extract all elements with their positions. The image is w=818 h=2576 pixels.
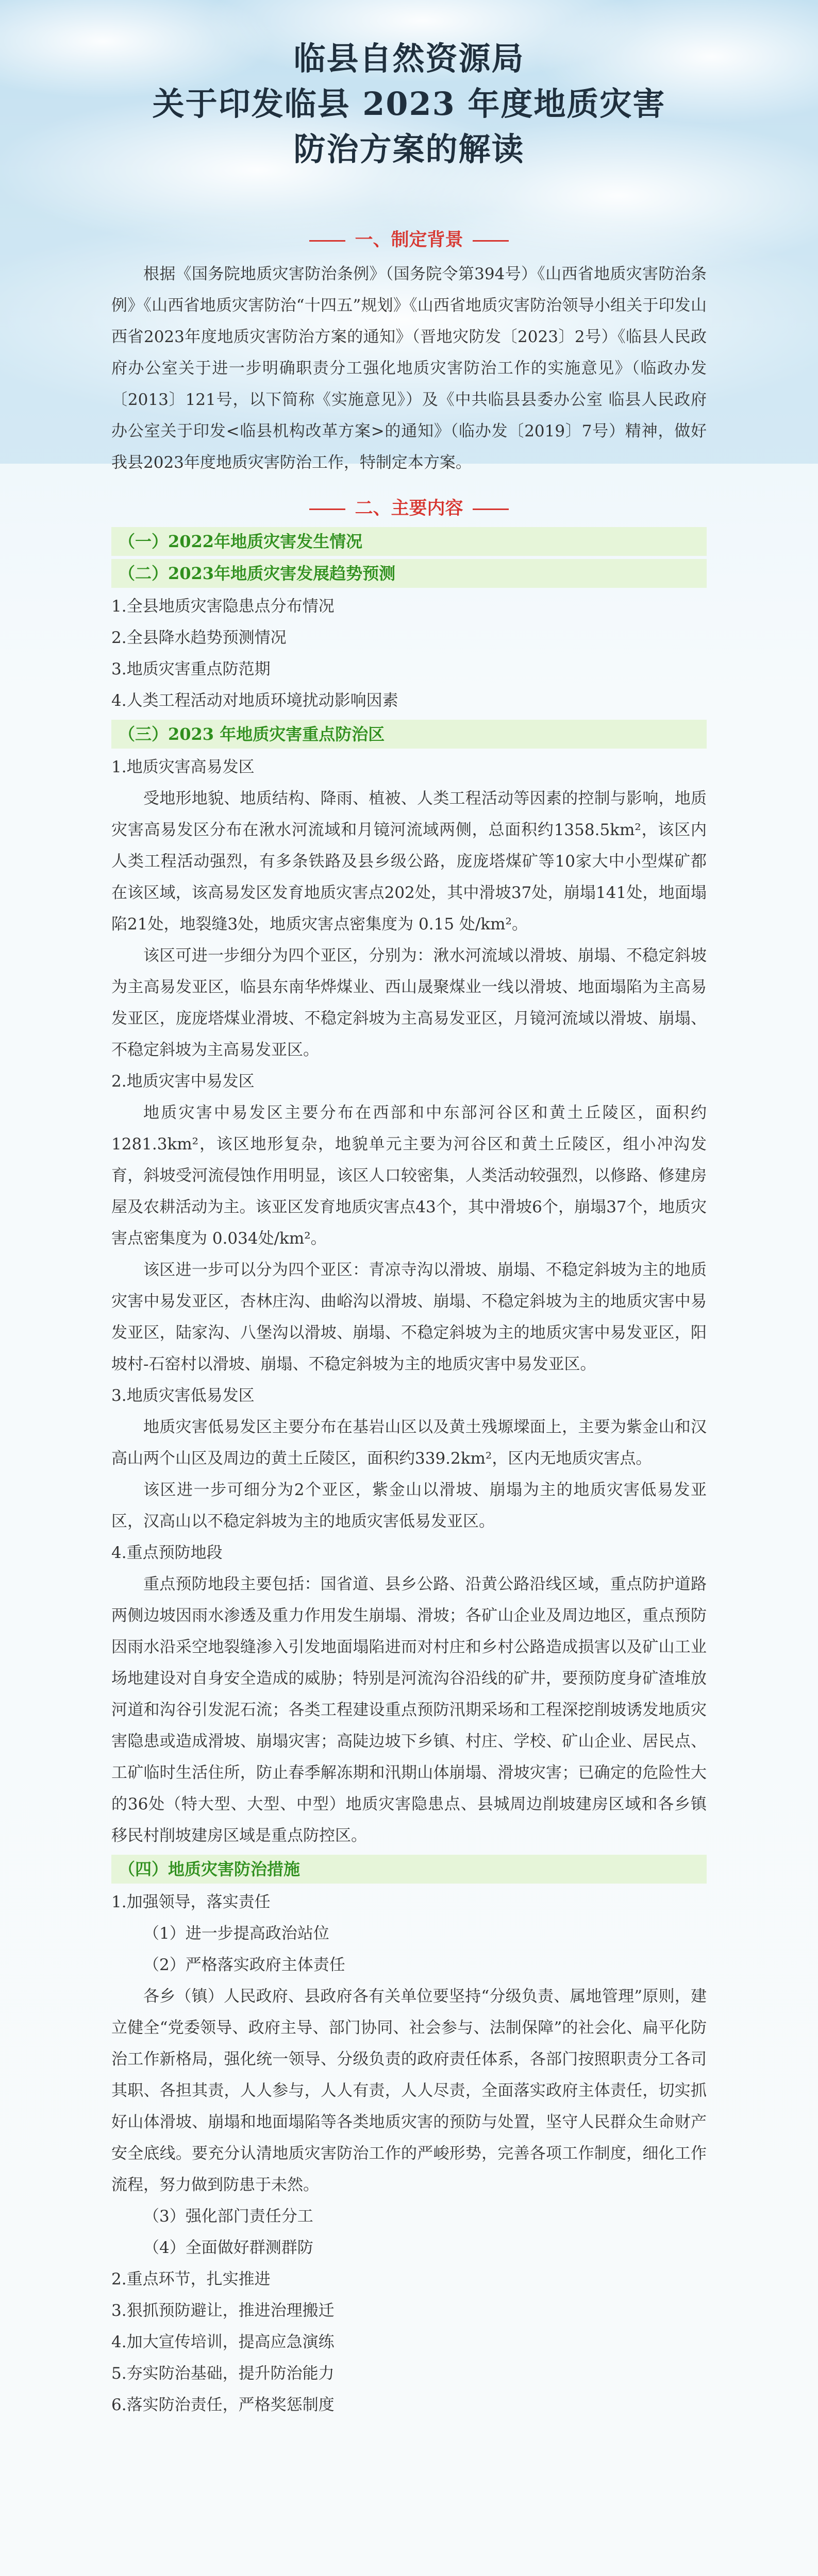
zone2-paragraph-2: 该区进一步可以分为四个亚区：青凉寺沟以滑坡、崩塌、不稳定斜坡为主的地质灾害中易发亚区，杏林庄沟、曲峪沟以滑坡、崩塌、不稳定斜坡为主的地质灾害中易发亚区，陆家沟、八堡沟以滑坡、崩塌、不稳定斜坡为主的地质灾害中易发亚区，阳坡村-石窑村以滑坡、崩塌、不稳定斜坡为主的地质灾害中易发亚区。 [111, 1261, 707, 1374]
zone2-paragraph-1: 地质灾害中易发区主要分布在西部和中东部河谷区和黄土丘陵区，面积约1281.3km²，该区地形复杂，地貌单元主要为河谷区和黄土丘陵区，组小冲沟发育，斜坡受河流侵蚀作用明显，该区人口较密集，人类活动较强烈，以修路、修建房屋及农耕活动为主。该亚区发育地质灾害点43个，其中滑坡6个，崩塌37个，地质灾害点密集度为 0.034处/km²。 [111, 1104, 707, 1248]
heading-dash-right [473, 240, 509, 242]
list-item: 5.夯实防治基础，提升防治能力 [111, 2364, 335, 2383]
list-item: 2.全县降水趋势预测情况 [111, 629, 287, 647]
list-item: 2.重点环节，扎实推进 [111, 2270, 271, 2289]
list-item: 3.狠抓预防避让，推进治理搬迁 [111, 2301, 335, 2320]
zone1-title: 1.地质灾害高易发区 [111, 758, 255, 776]
list-item: 3.地质灾害重点防范期 [111, 660, 271, 679]
section-background-heading: 一、制定背景 [111, 225, 707, 256]
zone4-paragraph: 重点预防地段主要包括：国省道、县乡公路、沿黄公路沿线区域，重点防护道路两侧边坡因雨水渗透及重力作用发生崩塌、滑坡；各矿山企业及周边地区，重点预防因雨水沿采空地裂缝渗入引发地面塌陷进而对村庄和乡村公路造成损害以及矿山工业场地建设对自身安全造成的威胁；特别是河流沟谷沿线的矿井，要预防度身矿渣堆放河道和沟谷引发泥石流；各类工程建设重点预防汛期采场和工程深挖削坡诱发地质灾害隐患或造成滑坡、崩塌灾害；高陡边坡下乡镇、村庄、学校、矿山企业、居民点、工矿临时生活住所，防止春季解冻期和汛期山体崩塌、滑坡灾害；已确定的危险性大的36处（特大型、大型、中型）地质灾害隐患点、县城周边削坡建房区域和各乡镇移民村削坡建房区域是重点防控区。 [111, 1575, 707, 1845]
trend-list [111, 591, 707, 717]
zone2-title: 2.地质灾害中易发区 [111, 1072, 255, 1091]
zone4-title: 4.重点预防地段 [111, 1544, 223, 1562]
list-item: 1.全县地质灾害隐患点分布情况 [111, 597, 335, 616]
heading-dash-left [309, 240, 345, 242]
document-title [0, 36, 818, 172]
measure1-sub-2: （2）严格落实政府主体责任 [143, 1956, 345, 1974]
list-item: 4.加大宣传培训，提高应急演练 [111, 2333, 335, 2351]
background-paragraph: 根据《国务院地质灾害防治条例》（国务院令第394号）《山西省地质灾害防治条例》《山西省地质灾害防治“十四五”规划》《山西省地质灾害防治领导小组关于印发山西省2023年度地质灾害防治方案的通知》（晋地灾防发〔2023〕2号）《临县人民政府办公室关于进一步明确职责分工强化地质灾害防治工作的实施意见》（临政办发〔2013〕121号，以下简称《实施意见》）及《中共临县县委办公室 临县人民政府办公室关于印发<临县机构改革方案>的通知》（临办发〔2019〕7号）精神，做好我县2023年度地质灾害防治工作，特制定本方案。 [111, 265, 707, 472]
heading-dash-right [473, 509, 509, 510]
measure1-paragraph: 各乡（镇）人民政府、县政府各有关单位要坚持“分级负责、属地管理”原则，建立健全“党委领导、政府主导、部门协同、社会参与、法制保障”的社会化、扁平化防治工作新格局，强化统一领导、分级负责的政府责任体系，各部门按照职责分工各司其职、各担其责，人人参与，人人有责，人人尽责，全面落实政府主体责任，切实抓好山体滑坡、崩塌和地面塌陷等各类地质灾害的预防与处置，坚守人民群众生命财产安全底线。要充分认清地质灾害防治工作的严峻形势，完善各项工作制度，细化工作流程，努力做到防患于未然。 [111, 1987, 707, 2194]
zone3-title: 3.地质灾害低易发区 [111, 1386, 255, 1405]
heading-prevention-measures: （四）地质灾害防治措施 [111, 1855, 707, 1884]
section-content-heading: 二、主要内容 [111, 493, 707, 524]
list-item: 4.人类工程活动对地质环境扰动影响因素 [111, 691, 398, 710]
zone1-paragraph-1: 受地形地貌、地质结构、降雨、植被、人类工程活动等因素的控制与影响，地质灾害高易发区分布在湫水河流域和月镜河流域两侧，总面积约1358.5km²，该区内人类工程活动强烈，有多条铁路及县乡级公路，庞庞塔煤矿等10家大中小型煤矿都在该区域，该高易发区发育地质灾害点202处，其中滑坡37处，崩塌141处，地面塌陷21处，地裂缝3处，地质灾害点密集度为 0.15 处/km²。 [111, 789, 707, 934]
measure1-sub-3: （3）强化部门责任分工 [143, 2207, 313, 2226]
measures-list [111, 2264, 707, 2421]
title-line-2: 关于印发临县 2023 年度地质灾害 [152, 85, 666, 123]
zone1-paragraph-2: 该区可进一步细分为四个亚区，分别为：湫水河流域以滑坡、崩塌、不稳定斜坡为主高易发亚区，临县东南华烨煤业、西山晟聚煤业一线以滑坡、地面塌陷为主高易发亚区，庞庞塔煤业滑坡、不稳定斜坡为主高易发亚区，月镜河流域以滑坡、崩塌、不稳定斜坡为主高易发亚区。 [111, 946, 707, 1059]
heading-2023-key-zones: （三）2023 年地质灾害重点防治区 [111, 720, 707, 749]
document-body [111, 222, 707, 2421]
heading-2022-disasters: （一）2022年地质灾害发生情况 [111, 527, 707, 556]
list-item: 6.落实防治责任，严格奖惩制度 [111, 2396, 335, 2414]
zone3-paragraph-1: 地质灾害低易发区主要分布在基岩山区以及黄土残塬墚面上，主要为紫金山和汉高山两个山区及周边的黄土丘陵区，面积约339.2km²，区内无地质灾害点。 [111, 1418, 707, 1468]
heading-2023-trend: （二）2023年地质灾害发展趋势预测 [111, 559, 707, 588]
title-line-3: 防治方案的解读 [293, 130, 525, 168]
measure1-sub-1: （1）进一步提高政治站位 [143, 1924, 329, 1943]
zone3-paragraph-2: 该区进一步可细分为2个亚区，紫金山以滑坡、崩塌为主的地质灾害低易发亚区，汉高山以不稳定斜坡为主的地质灾害低易发亚区。 [111, 1481, 707, 1531]
measure1-sub-4: （4）全面做好群测群防 [143, 2239, 313, 2257]
title-line-1: 临县自然资源局 [293, 40, 525, 77]
heading-dash-left [309, 509, 345, 510]
measure1-title: 1.加强领导，落实责任 [111, 1893, 271, 1911]
